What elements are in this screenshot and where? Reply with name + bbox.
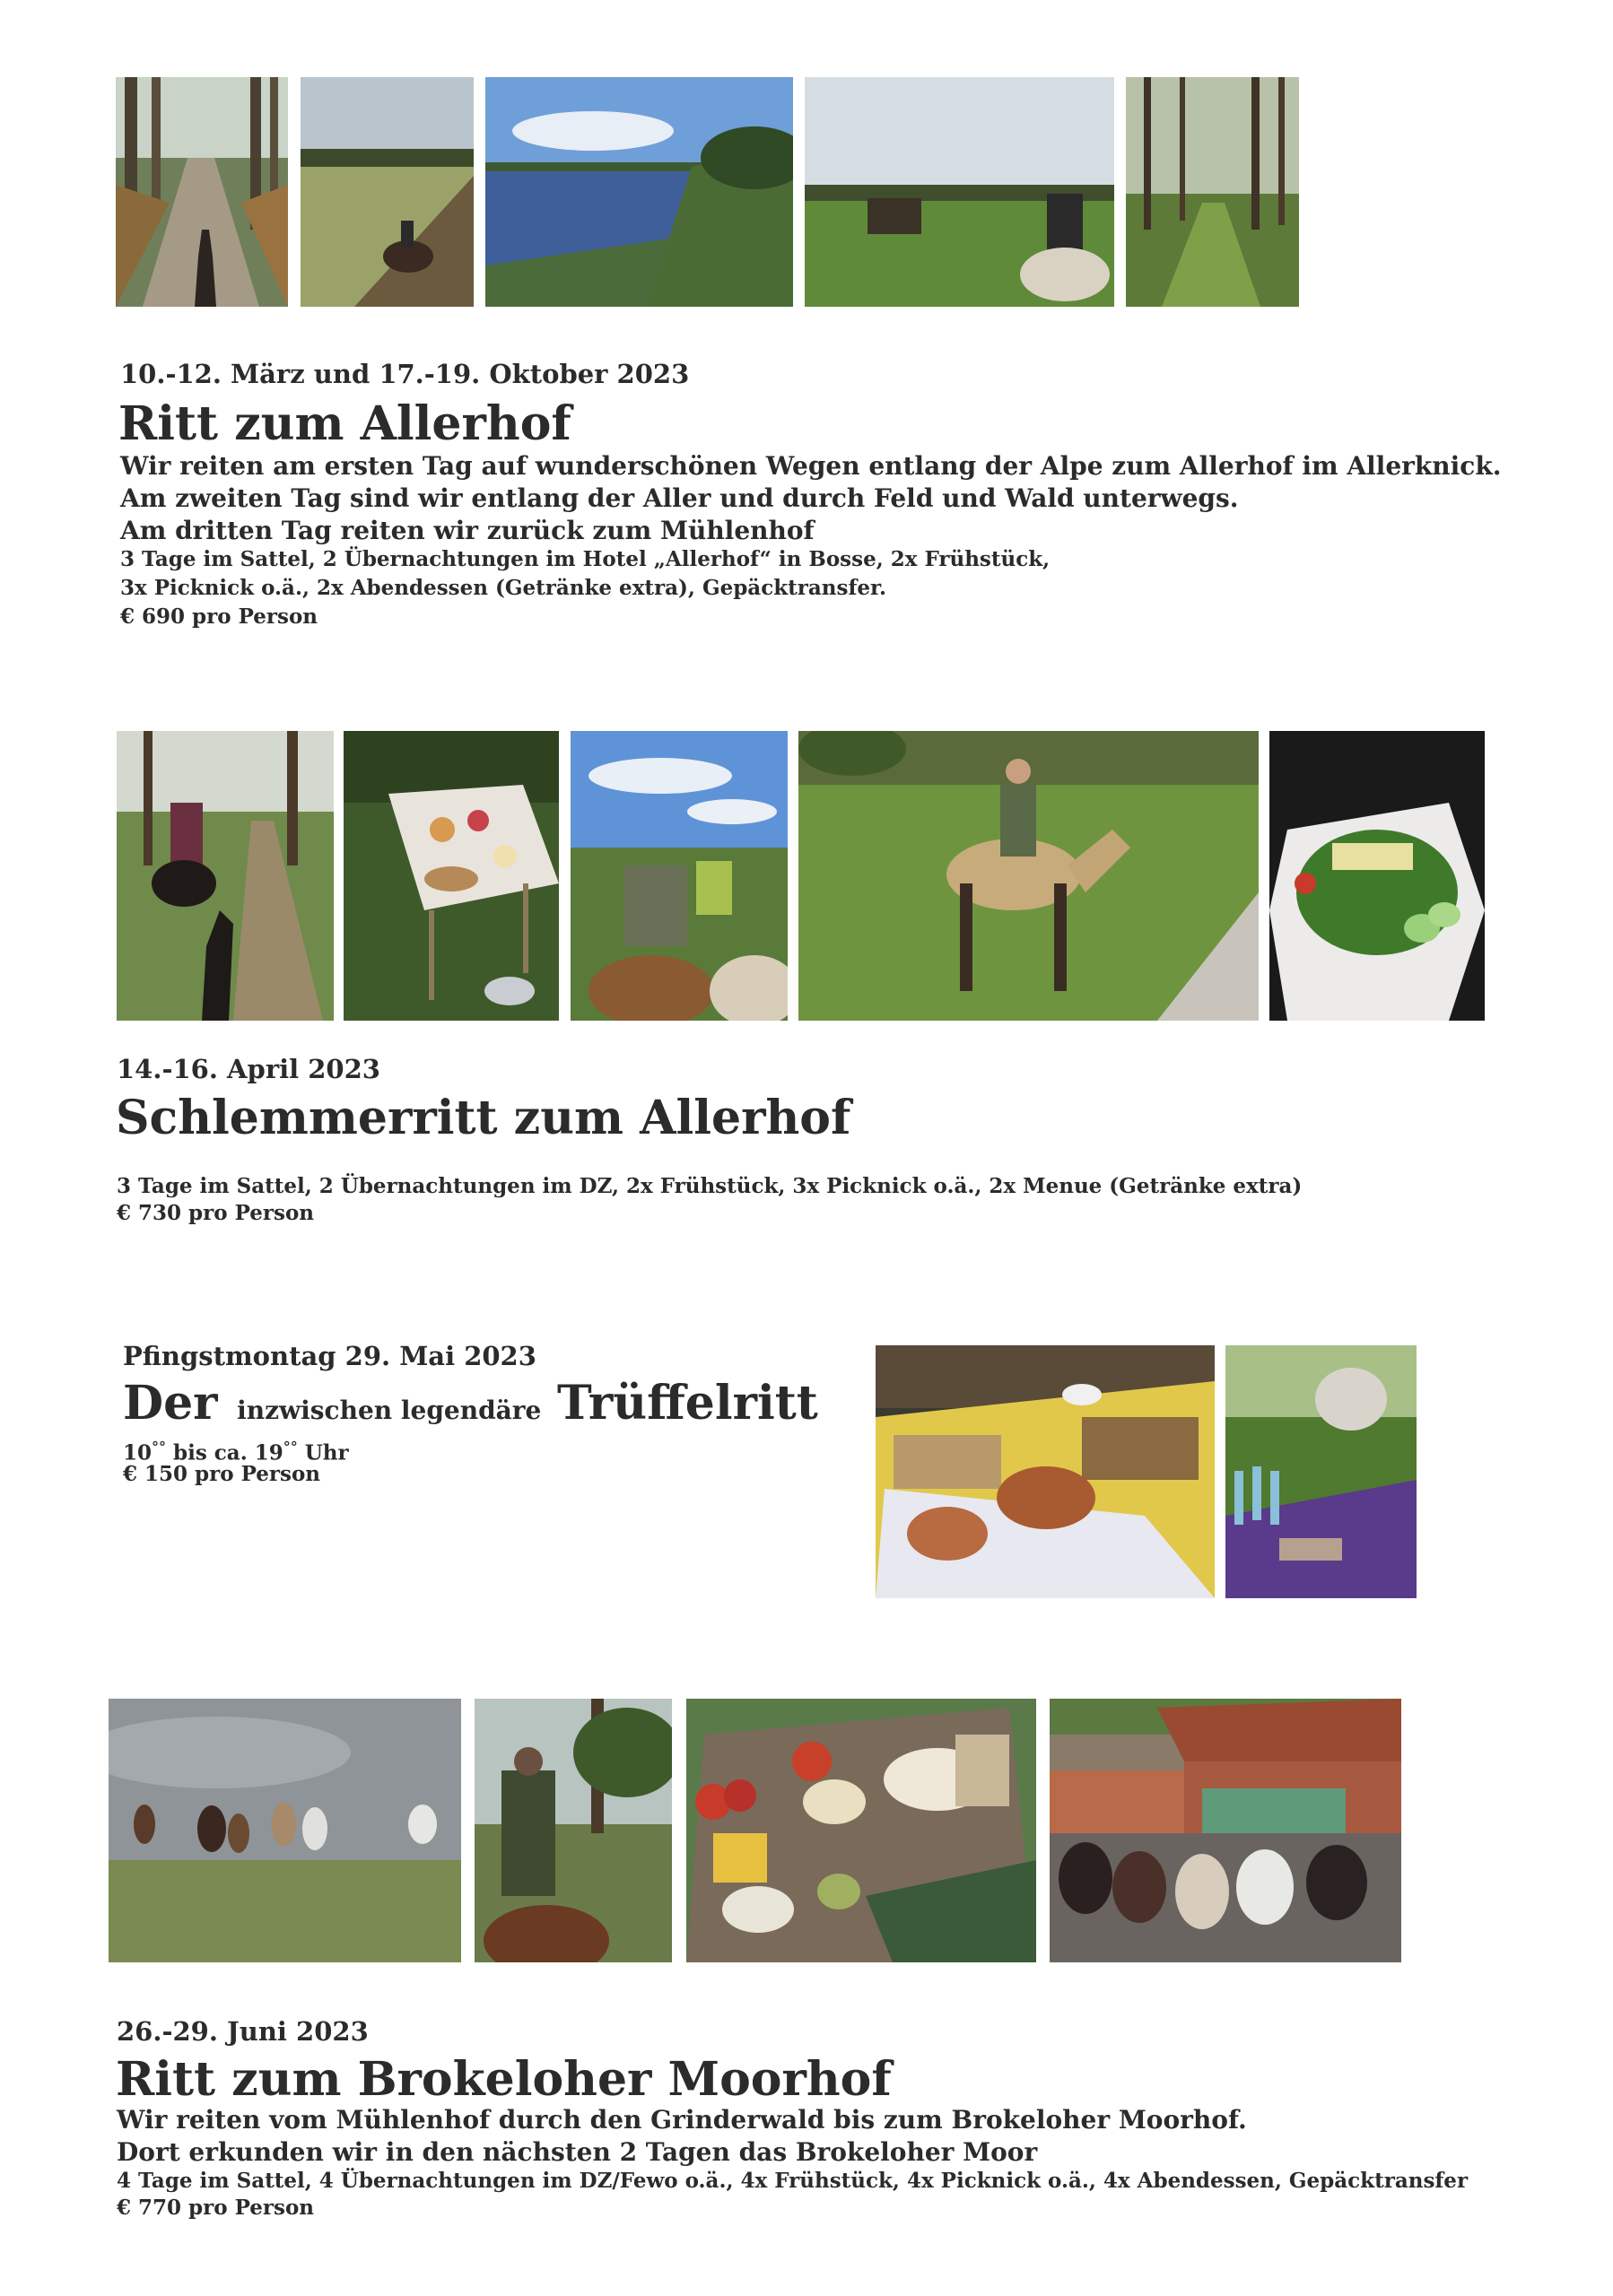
section-3-title-der: Der xyxy=(123,1376,218,1431)
photo-riders-forest-trail xyxy=(117,731,334,1021)
section-4-date: 26.-29. Juni 2023 xyxy=(117,2016,369,2047)
section-1-desc-2: Am zweiten Tag sind wir entlang der Aller und durch Feld und Wald unterwegs. xyxy=(120,483,1239,513)
section-1-details-2: 3x Picknick o.ä., 2x Abendessen (Getränke extra), Gepäcktransfer. xyxy=(120,576,886,600)
photo-riders-sky xyxy=(571,731,788,1021)
section-4-title: Ritt zum Brokeloher Moorhof xyxy=(116,2052,892,2107)
section-2-date: 14.-16. April 2023 xyxy=(117,1054,380,1084)
section-2-details-1: 3 Tage im Sattel, 2 Übernachtungen im DZ, 2x Frühstück, 3x Picknick o.ä., 2x Menue (Getränke extra) xyxy=(117,1174,1303,1198)
photo-truffle-table-outdoor xyxy=(1225,1345,1417,1598)
section-3-price: € 150 pro Person xyxy=(123,1462,321,1486)
section-1-title: Ritt zum Allerhof xyxy=(118,396,571,451)
section-4-details-1: 4 Tage im Sattel, 4 Übernachtungen im DZ/Fewo o.ä., 4x Frühstück, 4x Picknick o.ä., 4x Abendessen, Gepäcktransfer xyxy=(117,2169,1469,2193)
photo-lake xyxy=(485,77,793,307)
section-3-title xyxy=(123,1376,818,1431)
section-3-time-end-sup: °° xyxy=(283,1439,298,1456)
section-1-desc-3: Am dritten Tag reiten wir zurück zum Mühlenhof xyxy=(120,516,815,545)
photo-horses-meadow xyxy=(109,1699,461,1962)
section-4-desc-2: Dort erkunden wir in den nächsten 2 Tagen das Brokeloher Moor xyxy=(117,2137,1038,2167)
photo-riders-green-field xyxy=(805,77,1114,307)
section-3-date: Pfingstmontag 29. Mai 2023 xyxy=(123,1341,536,1371)
section-1-price: € 690 pro Person xyxy=(120,604,318,629)
section-3-time-start: 10 xyxy=(123,1440,153,1465)
section-4-price: € 770 pro Person xyxy=(117,2196,315,2220)
photo-rider-dun-horse xyxy=(798,731,1259,1021)
photo-forest-path-horse xyxy=(116,77,288,307)
section-3-time-end: Uhr xyxy=(297,1440,349,1465)
section-1-desc-1: Wir reiten am ersten Tag auf wunderschönen Wegen entlang der Alpe zum Allerhof im Allerknick. xyxy=(120,451,1502,481)
section-2-price: € 730 pro Person xyxy=(117,1201,315,1225)
section-1-date: 10.-12. März und 17.-19. Oktober 2023 xyxy=(120,359,690,389)
photo-horses-farmhouse xyxy=(1050,1699,1401,1962)
photo-cheese-picnic xyxy=(686,1699,1036,1962)
section-3-title-trueffelritt: Trüffelritt xyxy=(556,1376,818,1431)
section-4-desc-1: Wir reiten vom Mühlenhof durch den Grinderwald bis zum Brokeloher Moorhof. xyxy=(117,2105,1247,2135)
photo-rider-park xyxy=(475,1699,672,1962)
section-3-title-subtitle: inzwischen legendäre xyxy=(237,1396,542,1425)
section-3-time-mid: bis ca. 19 xyxy=(166,1440,283,1465)
section-1-details-1: 3 Tage im Sattel, 2 Übernachtungen im Hotel „Allerhof“ in Bosse, 2x Frühstück, xyxy=(120,547,1051,571)
photo-truffle-buffet xyxy=(876,1345,1215,1598)
photo-forest-lane xyxy=(1126,77,1299,307)
section-2-title: Schlemmerritt zum Allerhof xyxy=(116,1091,851,1145)
photo-salad-plate xyxy=(1269,731,1485,1021)
photo-picnic-table xyxy=(344,731,559,1021)
photo-riders-field xyxy=(301,77,474,307)
section-3-time-start-sup: °° xyxy=(152,1439,167,1456)
